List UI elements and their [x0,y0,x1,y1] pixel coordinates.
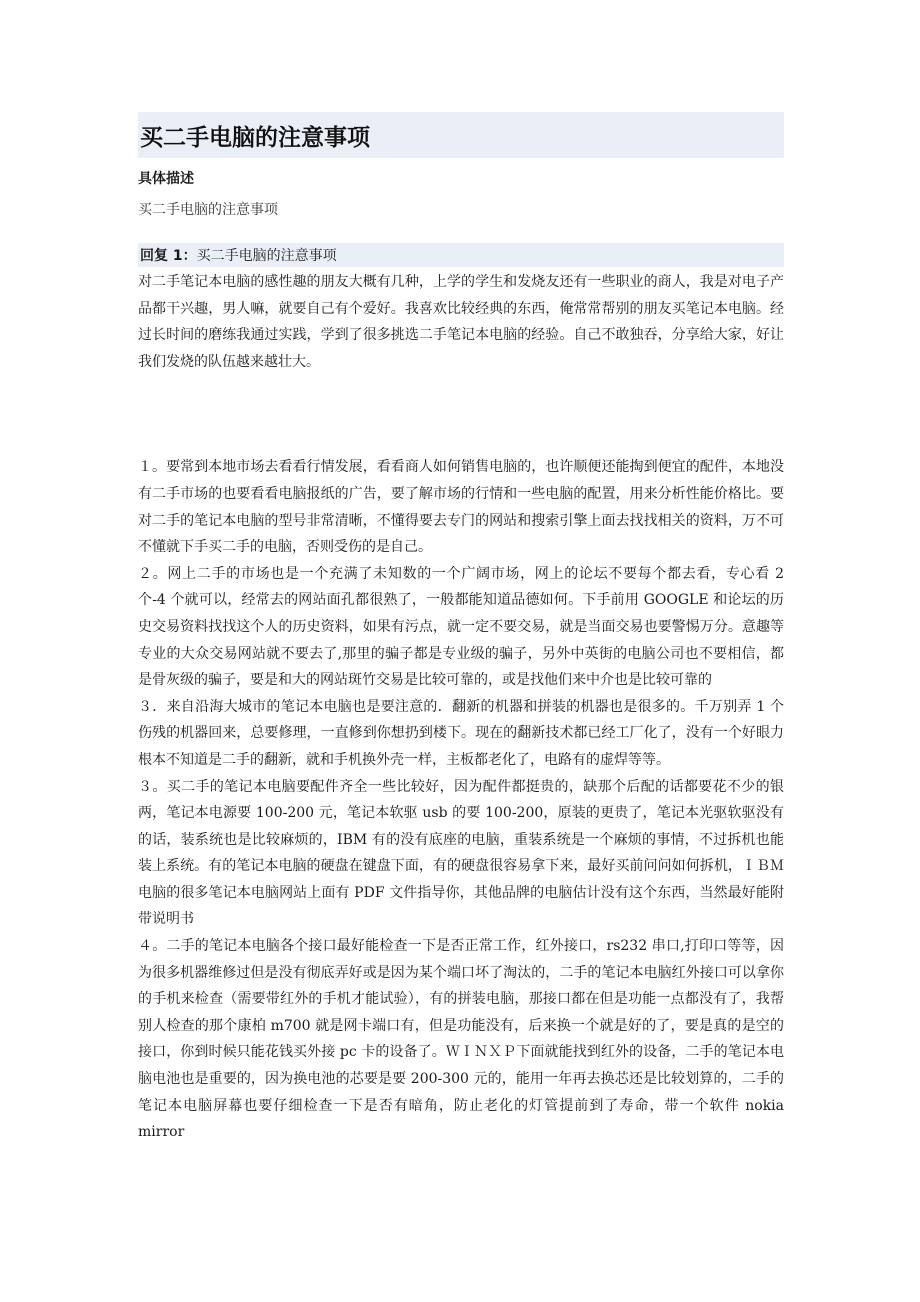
description-text: 买二手电脑的注意事项 [138,202,278,218]
tip-paragraph: １。要常到本地市场去看看行情发展，看看商人如何销售电脑的，也许顺便还能掏到便宜的配件，本地没有二手市场的也要看看电脑报纸的广告，要了解市场的行情和一些电脑的配置，用来分析性能价格比。要对二手的笔记本电脑的型号非常清晰，不懂得要去专门的网站和搜索引擎上面去找找相关的资料，万不可不懂就下手买二手的电脑，否则受伤的是自己。 [138,459,784,556]
spacer [138,375,784,454]
reply-subject: 买二手电脑的注意事项 [196,248,337,264]
reply-header [138,243,784,267]
reply-body [138,267,784,1146]
tip-paragraph: ２。网上二手的市场也是一个充满了未知数的一个广阔市场，网上的论坛不要每个都去看，专心看 2 个-4 个就可以，经常去的网站面孔都很熟了，一般都能知道品德如何。下手前用 GOOGLE 和论坛的历史交易资料找找这个人的历史资料，如果有污点，就一定不要交易，就是当面交易也要警惕万分。意趣等专业的大众交易网站就不要去了,那里的骗子都是专业级的骗子，另外中英街的电脑公司也不要相信，都是骨灰级的骗子，要是和大的网站斑竹交易是比较可靠的，或是找他们来中介也是比较可靠的 [138,565,784,689]
tip-paragraph: ４。二手的笔记本电脑各个接口最好能检查一下是否正常工作，红外接口，rs232 串口,打印口等等，因为很多机器维修过但是没有彻底弄好或是因为某个端口坏了淘汰的，二手的笔记本电脑红外接口可以拿你的手机来检查（需要带红外的手机才能试验），有的拼装电脑，那接口都在但是功能一点都没有了，我帮别人检查的那个康柏 m700 就是网卡端口有，但是功能没有，后来换一个就是好的了，要是真的是空的接口，你到时候只能花钱买外接 pc 卡的设备了。ＷＩＮＸＰ下面就能找到红外的设备，二手的笔记本电脑电池也是重要的，因为换电池的芯要是要 200-300 元的，能用一年再去换芯还是比较划算的，二手的笔记本电脑屏幕也要仔细检查一下是否有暗角，防止老化的灯管提前到了寿命，带一个软件 nokia mirror [138,938,784,1141]
tip-paragraph: ３．来自沿海大城市的笔记本电脑也是要注意的．翻新的机器和拼装的机器也是很多的。千万别弄 1 个伤残的机器回来，总要修理，一直修到你想扔到楼下。现在的翻新技术都已经工厂化了，没有一个好眼力根本不知道是二手的翻新，就和手机换外壳一样，主板都老化了，电路有的虚焊等等。 [138,698,784,768]
intro-paragraph: 对二手笔记本电脑的感性趣的朋友大概有几种，上学的学生和发烧友还有一些职业的商人，我是对电子产品都干兴趣，男人嘛，就要自己有个爱好。我喜欢比较经典的东西，俺常常帮别的朋友买笔记本电脑。经过长时间的磨练我通过实践，学到了很多挑选二手笔记本电脑的经验。自己不敢独吞，分享给大家，好让我们发烧的队伍越来越壮大。 [138,274,784,370]
reply-prefix: 回复 1： [140,248,197,264]
description-label: 具体描述 [138,171,194,187]
tip-paragraph: ３。买二手的笔记本电脑要配件齐全一些比较好，因为配件都挺贵的，缺那个后配的话都要花不少的银两，笔记本电源要 100-200 元，笔记本软驱 usb 的要 100-200，原装的更贵了，笔记本光驱软驱没有的话，装系统也是比较麻烦的，IBM 有的没有底座的电脑，重装系统是一个麻烦的事情，不过拆机也能装上系统。有的笔记本电脑的硬盘在键盘下面，有的硬盘很容易拿下来，最好买前问问如何拆机，ＩＢＭ电脑的很多笔记本电脑网站上面有 PDF 文件指导你，其他品牌的电脑估计没有这个东西，当然最好能附带说明书 [138,778,784,928]
title-bar [138,112,784,158]
page-title: 买二手电脑的注意事项 [140,124,370,151]
article [138,112,784,1146]
